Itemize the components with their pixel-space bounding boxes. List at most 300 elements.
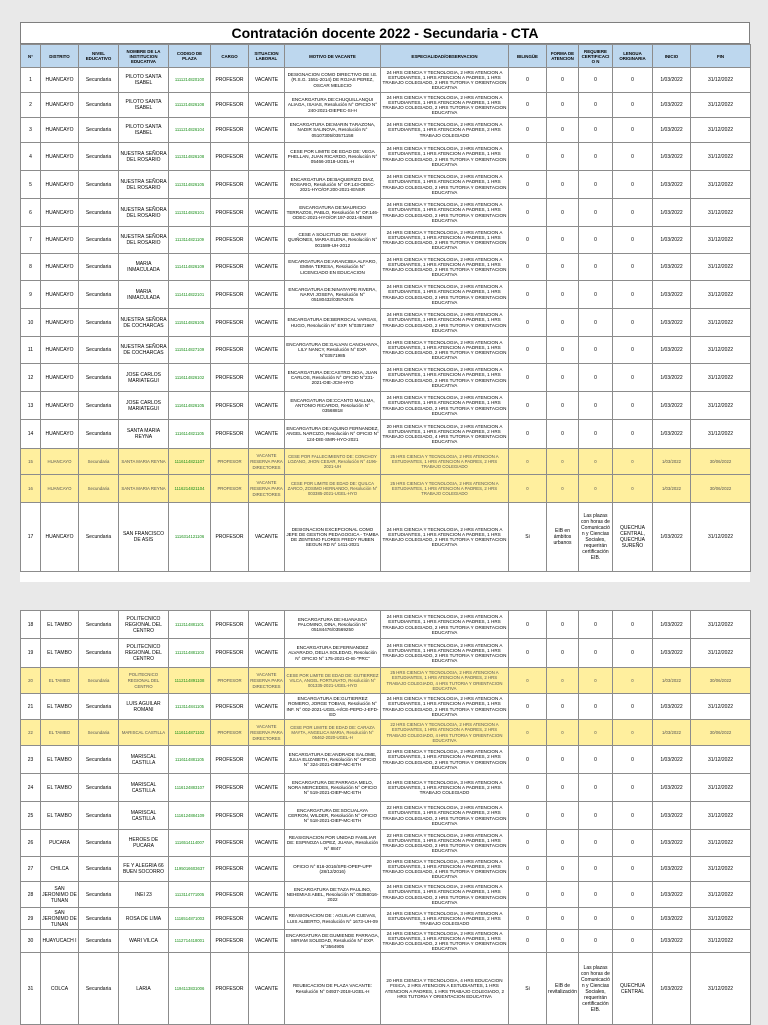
level-cell: Secundaria <box>79 449 119 475</box>
status-cell: VACANTE <box>249 143 285 171</box>
specialty-cell: 24 HRS CIENCIA Y TECNOLOGIA, 2 HRS ATENCION A ESTUDIANTES, 1 HRS ATENCION A PADRES, 1 HRS TRABAJO COLEGIADO, 2 HRS TUTORIA Y ORIENTACION EDUCATIVA <box>381 68 509 93</box>
end-date-cell: 31/12/2022 <box>691 118 751 143</box>
attention-form-cell: 0 <box>547 882 579 908</box>
position-cell: PROFESOR <box>211 953 249 1025</box>
start-date-cell: 1/03/2022 <box>653 953 691 1025</box>
specialty-cell: 24 HRS CIENCIA Y TECNOLOGIA, 2 HRS ATENCION A ESTUDIANTES, 1 HRS ATENCION A PADRES, 1 HRS TRABAJO COLEGIADO, 2 HRS TUTORIA Y ORIENTACION EDUCATIVA <box>381 199 509 227</box>
start-date-cell: 1/03/2022 <box>653 118 691 143</box>
attention-form-cell: 0 <box>547 857 579 882</box>
column-header: N° <box>21 45 41 68</box>
end-date-cell: 31/12/2022 <box>691 171 751 199</box>
status-cell: VACANTE <box>249 774 285 802</box>
end-date-cell: 31/12/2022 <box>691 68 751 93</box>
status-cell: VACANTE <box>249 930 285 953</box>
level-cell: Secundaria <box>79 857 119 882</box>
district-cell: HUANCAYO <box>41 254 79 281</box>
row-number-cell: 16 <box>21 475 41 503</box>
column-header: NIVEL EDUCATIVO <box>79 45 119 68</box>
native-language-cell: 0 <box>613 475 653 503</box>
row-number-cell: 31 <box>21 953 41 1025</box>
institution-cell: JOSE CARLOS MARIATEGUI <box>119 364 169 392</box>
certification-cell: 0 <box>579 143 613 171</box>
level-cell: Secundaria <box>79 639 119 668</box>
vacancy-reason-cell: CESE POR FALLECIMIENTO DE: CONCHOY LOZANO, JHON CESAR, Resolución N° 4196-2021-UH <box>285 449 381 475</box>
vacancy-reason-cell: ENCARGATURA DE:GALVAN CANCHANYA, LILY NANCY, Resolución N° EXP. N°03571985 <box>285 337 381 364</box>
page-title: Contratación docente 2022 - Secundaria - CTA <box>20 22 750 44</box>
column-header: SITUACION LABORAL <box>249 45 285 68</box>
plaza-code-cell: 1112114881101 <box>169 611 211 639</box>
position-cell: PROFESOR <box>211 118 249 143</box>
table-row <box>21 802 751 830</box>
attention-form-cell: 0 <box>547 143 579 171</box>
institution-cell: FE Y ALEGRIA 66 BUEN SOCORRO <box>119 857 169 882</box>
table-row <box>21 503 751 572</box>
plaza-code-cell: 1116124883107 <box>169 774 211 802</box>
certification-cell: 0 <box>579 694 613 720</box>
sheet-page-2 <box>20 610 750 1024</box>
status-cell: VACANTE <box>249 281 285 309</box>
vacancy-reason-cell: ENCARGATURA DE:GUTIERREZ ROMERO, JORGE TOBIAS, Resolución N° INF. N° 002-2021-UGEL-H/CE-PEPD-J-EFD-ED <box>285 694 381 720</box>
end-date-cell: 31/12/2022 <box>691 337 751 364</box>
specialty-cell: 22 HRS CIENCIA Y TECNOLOGIA, 2 HRS ATENCION A ESTUDIANTES, 1 HRS ATENCION A PADRES, 1 HRS TRABAJO COLEGIADO, 2 HRS TUTORIA Y ORIENTACION EDUCATIVA <box>381 830 509 857</box>
start-date-cell: 1/03/2022 <box>653 364 691 392</box>
level-cell: Secundaria <box>79 694 119 720</box>
specialty-cell: 20 HRS CIENCIA Y TECNOLOGIA, 3 HRS ATENCION A ESTUDIANTES, 1 HRS ATENCION A PADRES, 2 HRS TRABAJO COLEGIADO, 4 HRS TUTORIA Y ORIENTACION EDUCATIVA <box>381 857 509 882</box>
vacancy-reason-cell: ENCARGATURA DE:HUANASCA PALOMINO, DINA, Resolución N° 05184476/03569250 <box>285 611 381 639</box>
position-cell: PROFESOR <box>211 254 249 281</box>
vacancy-reason-cell: ENCARGATURA DE:GUMIENDE PARRAGA, MIRIAM SOLEDAD, Resolución N° EXP. N°3564905 <box>285 930 381 953</box>
plaza-code-cell: 1116514114007 <box>169 830 211 857</box>
bilingual-cell: 0 <box>509 611 547 639</box>
bilingual-cell: 0 <box>509 857 547 882</box>
native-language-cell: 0 <box>613 668 653 694</box>
position-cell: PROFESOR <box>211 857 249 882</box>
level-cell: Secundaria <box>79 930 119 953</box>
certification-cell: 0 <box>579 281 613 309</box>
table-row <box>21 611 751 639</box>
start-date-cell: 1/03/2022 <box>653 694 691 720</box>
status-cell: VACANTE <box>249 420 285 449</box>
start-date-cell: 1/03/2022 <box>653 143 691 171</box>
status-cell: VACANTE <box>249 953 285 1025</box>
district-cell: HUAYUCACH I <box>41 930 79 953</box>
position-cell: PROFESOR <box>211 720 249 746</box>
start-date-cell: 1/03/2022 <box>653 227 691 254</box>
start-date-cell: 1/03/2022 <box>653 254 691 281</box>
position-cell: PROFESOR <box>211 639 249 668</box>
vacancy-reason-cell: OFICIO N° 816-2016/SPE-OPEP-UPP (28/12/2016) <box>285 857 381 882</box>
specialty-cell: 24 HRS CIENCIA Y TECNOLOGIA, 2 HRS ATENCION A ESTUDIANTES, 1 HRS ATENCION A PADRES, 1 HRS TRABAJO COLEGIADO, 2 HRS TUTORIA Y ORIENTACION EDUCATIVA <box>381 503 509 572</box>
native-language-cell: 0 <box>613 930 653 953</box>
district-cell: HUANCAYO <box>41 475 79 503</box>
certification-cell: 0 <box>579 93 613 118</box>
bilingual-cell: 0 <box>509 281 547 309</box>
end-date-cell: 31/12/2022 <box>691 93 751 118</box>
status-cell: VACANTE <box>249 254 285 281</box>
start-date-cell: 1/03/2022 <box>653 281 691 309</box>
district-cell: EL TAMBO <box>41 746 79 774</box>
attention-form-cell: 0 <box>547 93 579 118</box>
plaza-code-cell: 1113114826108 <box>169 143 211 171</box>
position-cell: PROFESOR <box>211 199 249 227</box>
row-number-cell: 1 <box>21 68 41 93</box>
table-row <box>21 337 751 364</box>
bilingual-cell: 0 <box>509 475 547 503</box>
vacancy-reason-cell: CESE POR LIMITE DE EDAD DE: QUILCA ZARCO, ZOSIMO HERNANDO, Resolución N° 003385-2021-UGEL-HYO <box>285 475 381 503</box>
status-cell: VACANTE <box>249 639 285 668</box>
position-cell: PROFESOR <box>211 309 249 337</box>
row-number-cell: 20 <box>21 668 41 694</box>
column-header: INICIO <box>653 45 691 68</box>
specialty-cell: 24 HRS CIENCIA Y TECNOLOGIA, 2 HRS ATENCION A ESTUDIANTES, 1 HRS ATENCION A PADRES, 1 HRS TRABAJO COLEGIADO, 2 HRS TUTORIA Y ORIENTACION EDUCATIVA <box>381 694 509 720</box>
level-cell: Secundaria <box>79 93 119 118</box>
attention-form-cell: 0 <box>547 908 579 930</box>
specialty-cell: 24 HRS CIENCIA Y TECNOLOGIA, 2 HRS ATENCION A ESTUDIANTES, 1 HRS ATENCION A PADRES, 1 HRS TRABAJO COLEGIADO, 2 HRS TUTORIA Y ORIENTACION EDUCATIVA <box>381 337 509 364</box>
plaza-code-cell: 1116114826102 <box>169 364 211 392</box>
institution-cell: NUESTRA SEÑORA DEL ROSARIO <box>119 227 169 254</box>
start-date-cell: 1/03/2022 <box>653 68 691 93</box>
specialty-cell: 22 HRS CIENCIA Y TECNOLOGIA, 2 HRS ATENCION A ESTUDIANTES, 1 HRS ATENCION A PADRES, 2 HRS TRABAJO COLEGIADO, 4 HRS TUTORIA Y ORIENTACION EDUCATIVA <box>381 720 509 746</box>
district-cell: HUANCAYO <box>41 68 79 93</box>
bilingual-cell: 0 <box>509 774 547 802</box>
native-language-cell: 0 <box>613 639 653 668</box>
status-cell: VACANTE RESERVA PARA DIRECTORES <box>249 475 285 503</box>
specialty-cell: 24 HRS CIENCIA Y TECNOLOGIA, 2 HRS ATENCION A ESTUDIANTES, 1 HRS ATENCION A PADRES, 1 HRS TRABAJO COLEGIADO, 2 HRS TUTORIA Y ORIENTACION EDUCATIVA <box>381 882 509 908</box>
institution-cell: NUESTRA SEÑORA DEL ROSARIO <box>119 143 169 171</box>
institution-cell: MARISCAL CASTILLA <box>119 720 169 746</box>
start-date-cell: 1/03/2022 <box>653 720 691 746</box>
institution-cell: PILOTO SANTA ISABEL <box>119 68 169 93</box>
level-cell: Secundaria <box>79 953 119 1025</box>
start-date-cell: 1/03/2022 <box>653 449 691 475</box>
plaza-code-cell: 1116124884109 <box>169 802 211 830</box>
district-cell: HUANCAYO <box>41 118 79 143</box>
attention-form-cell: 0 <box>547 611 579 639</box>
native-language-cell: 0 <box>613 746 653 774</box>
table-row <box>21 309 751 337</box>
end-date-cell: 31/12/2022 <box>691 611 751 639</box>
position-cell: PROFESOR <box>211 449 249 475</box>
status-cell: VACANTE <box>249 118 285 143</box>
plaza-code-cell: 1116114821105 <box>169 420 211 449</box>
native-language-cell: 0 <box>613 830 653 857</box>
certification-cell: 0 <box>579 364 613 392</box>
status-cell: VACANTE <box>249 611 285 639</box>
specialty-cell: 24 HRS CIENCIA Y TECNOLOGIA, 2 HRS ATENCION A ESTUDIANTES, 1 HRS ATENCION A PADRES, 1 HRS TRABAJO COLEGIADO, 2 HRS TUTORIA Y ORIENTACION EDUCATIVA <box>381 254 509 281</box>
start-date-cell: 1/03/2022 <box>653 774 691 802</box>
plaza-code-cell: 1116114821107 <box>169 449 211 475</box>
row-number-cell: 12 <box>21 364 41 392</box>
certification-cell: 0 <box>579 774 613 802</box>
vacancy-reason-cell: ENCARGATURA DE:ANDRADE SALOME, JULIA ELIZABETH, Resolución N° OFICIO N° 324-2021-DIEP-MC-ETH <box>285 746 381 774</box>
plaza-code-cell: 1116114826105 <box>169 392 211 420</box>
attention-form-cell: 0 <box>547 68 579 93</box>
specialty-cell: 24 HRS CIENCIA Y TECNOLOGIA, 2 HRS ATENCION A ESTUDIANTES, 1 HRS ATENCION A PADRES, 1 HRS TRABAJO COLEGIADO, 2 HRS TUTORIA Y ORIENTACION EDUCATIVA <box>381 281 509 309</box>
table-row <box>21 254 751 281</box>
status-cell: VACANTE <box>249 199 285 227</box>
specialty-cell: 25 HRS CIENCIA Y TECNOLOGIA, 2 HRS ATENCION A ESTUDIANTES, 1 HRS ATENCION A PADRES, 2 HRS TRABAJO COLEGIADO, 4 HRS TUTORIA Y ORIENTACION EDUCATIVA <box>381 668 509 694</box>
bilingual-cell: Si <box>509 503 547 572</box>
attention-form-cell: 0 <box>547 199 579 227</box>
institution-cell: LARIA <box>119 953 169 1025</box>
plaza-code-cell: 1195016603637 <box>169 857 211 882</box>
position-cell: PROFESOR <box>211 668 249 694</box>
plaza-code-cell: 1116114881105 <box>169 746 211 774</box>
level-cell: Secundaria <box>79 254 119 281</box>
district-cell: HUANCAYO <box>41 309 79 337</box>
end-date-cell: 30/06/2022 <box>691 720 751 746</box>
native-language-cell: 0 <box>613 337 653 364</box>
native-language-cell: 0 <box>613 802 653 830</box>
row-number-cell: 24 <box>21 774 41 802</box>
attention-form-cell: 0 <box>547 254 579 281</box>
district-cell: HUANCAYO <box>41 227 79 254</box>
status-cell: VACANTE RESERVA PARA DIRECTORES <box>249 668 285 694</box>
bilingual-cell: 0 <box>509 694 547 720</box>
specialty-cell: 24 HRS CIENCIA Y TECNOLOGIA, 2 HRS ATENCION A ESTUDIANTES, 1 HRS ATENCION A PADRES, 1 HRS TRABAJO COLEGIADO, 2 HRS TUTORIA Y ORIENTACION EDUCATIVA <box>381 93 509 118</box>
certification-cell: 0 <box>579 171 613 199</box>
plaza-code-cell: 1116114871102 <box>169 720 211 746</box>
end-date-cell: 31/12/2022 <box>691 639 751 668</box>
native-language-cell: 0 <box>613 882 653 908</box>
bilingual-cell: 0 <box>509 143 547 171</box>
institution-cell: PILOTO SANTA ISABEL <box>119 118 169 143</box>
table-row <box>21 930 751 953</box>
end-date-cell: 31/12/2022 <box>691 930 751 953</box>
level-cell: Secundaria <box>79 882 119 908</box>
row-number-cell: 27 <box>21 857 41 882</box>
attention-form-cell: 0 <box>547 392 579 420</box>
bilingual-cell: 0 <box>509 171 547 199</box>
end-date-cell: 31/12/2022 <box>691 227 751 254</box>
plaza-code-cell: 1115114827109 <box>169 337 211 364</box>
level-cell: Secundaria <box>79 143 119 171</box>
position-cell: PROFESOR <box>211 171 249 199</box>
table-row <box>21 857 751 882</box>
institution-cell: NUESTRA SEÑORA DE COCHARCAS <box>119 309 169 337</box>
position-cell: PROFESOR <box>211 746 249 774</box>
native-language-cell: 0 <box>613 857 653 882</box>
vacancy-reason-cell: ENCARGATURA DE:FERNANDEZ ALVARADO, DELIA SOLEDAD, Resolución N° OFICIO N° 175-2021-D-IE-"PRC" <box>285 639 381 668</box>
end-date-cell: 30/06/2022 <box>691 668 751 694</box>
column-header: CODIGO DE PLAZA <box>169 45 211 68</box>
specialty-cell: 24 HRS CIENCIA Y TECNOLOGIA, 2 HRS ATENCION A ESTUDIANTES, 1 HRS ATENCION A PADRES, 1 HRS TRABAJO COLEGIADO, 2 HRS TUTORIA Y ORIENTACION EDUCATIVA <box>381 639 509 668</box>
status-cell: VACANTE <box>249 364 285 392</box>
position-cell: PROFESOR <box>211 908 249 930</box>
start-date-cell: 1/03/2022 <box>653 908 691 930</box>
level-cell: Secundaria <box>79 720 119 746</box>
specialty-cell: 24 HRS CIENCIA Y TECNOLOGIA, 2 HRS ATENCION A ESTUDIANTES, 1 HRS ATENCION A PADRES, 1 HRS TRABAJO COLEGIADO, 2 HRS TUTORIA Y ORIENTACION EDUCATIVA <box>381 309 509 337</box>
column-header: CARGO <box>211 45 249 68</box>
bilingual-cell: 0 <box>509 908 547 930</box>
vacancy-reason-cell: ENCARGATURA DE:MARIN TARAZONA, NADIR SALINOVA, Resolución N° 05107305/03571158 <box>285 118 381 143</box>
bilingual-cell: 0 <box>509 118 547 143</box>
level-cell: Secundaria <box>79 364 119 392</box>
certification-cell: 0 <box>579 639 613 668</box>
status-cell: VACANTE <box>249 503 285 572</box>
status-cell: VACANTE <box>249 68 285 93</box>
end-date-cell: 31/12/2022 <box>691 882 751 908</box>
end-date-cell: 31/12/2022 <box>691 392 751 420</box>
certification-cell: 0 <box>579 68 613 93</box>
vacancy-reason-cell: CESE A SOLICITUD DE: GARAY QUIÑONES, MARIA ELENA, Resolución N° 001589-UH-2012 <box>285 227 381 254</box>
plaza-code-cell: 1113114841105 <box>169 694 211 720</box>
vacancy-reason-cell: DESIGNACION EXCEPCIONAL COMO JEFE DE GESTION PEDAGOGICA - TAMBA DE ZENTENO FLORES FREDY RUBEN SEGUN RD N° 1411-2021 <box>285 503 381 572</box>
table-row <box>21 830 751 857</box>
start-date-cell: 1/03/2022 <box>653 830 691 857</box>
level-cell: Secundaria <box>79 420 119 449</box>
table-row <box>21 143 751 171</box>
start-date-cell: 1/03/2022 <box>653 882 691 908</box>
attention-form-cell: 0 <box>547 930 579 953</box>
specialty-cell: 20 HRS CIENCIA Y TECNOLOGIA, 4 HRS EDUCACION FISICA, 2 HRS ATENCION A ESTUDIANTES, 1 HRS ATENCION A PADRES, 1 HRS TRABAJO COLEGIADO, 2 HRS TUTORIA Y ORIENTACION EDUCATIVA <box>381 953 509 1025</box>
institution-cell: POLITECNICO REGIONAL DEL CENTRO <box>119 611 169 639</box>
vacancy-reason-cell: ENCARGATURA DE:PARRAGA MELO, NORA MERCEDES, Resolución N° OFICIO N° 519-2021-DIEP-MC-ETH <box>285 774 381 802</box>
end-date-cell: 31/12/2022 <box>691 420 751 449</box>
bilingual-cell: 0 <box>509 802 547 830</box>
plaza-code-cell: 1111214826108 <box>169 93 211 118</box>
certification-cell: 0 <box>579 802 613 830</box>
attention-form-cell: 0 <box>547 668 579 694</box>
position-cell: PROFESOR <box>211 227 249 254</box>
institution-cell: JOSE CARLOS MARIATEGUI <box>119 392 169 420</box>
end-date-cell: 31/12/2022 <box>691 830 751 857</box>
certification-cell: 0 <box>579 857 613 882</box>
certification-cell: 0 <box>579 309 613 337</box>
table-row <box>21 68 751 93</box>
row-number-cell: 21 <box>21 694 41 720</box>
native-language-cell: 0 <box>613 908 653 930</box>
specialty-cell: 20 HRS CIENCIA Y TECNOLOGIA, 2 HRS ATENCION A ESTUDIANTES, 1 HRS ATENCION A PADRES, 2 HRS TRABAJO COLEGIADO, 4 HRS TUTORIA Y ORIENTACION EDUCATIVA <box>381 420 509 449</box>
certification-cell: 0 <box>579 199 613 227</box>
level-cell: Secundaria <box>79 309 119 337</box>
certification-cell: 0 <box>579 227 613 254</box>
end-date-cell: 31/12/2022 <box>691 746 751 774</box>
native-language-cell: 0 <box>613 364 653 392</box>
institution-cell: SANTA MARIA REYNA <box>119 449 169 475</box>
district-cell: HUANCAYO <box>41 199 79 227</box>
vacancy-reason-cell: ENCARGATURA DE:SOCUALAYA CERRON, WILDER, Resolución N° OFICIO N° 518-2021-DIEP-MC-ETH <box>285 802 381 830</box>
row-number-cell: 15 <box>21 449 41 475</box>
start-date-cell: 1/03/2022 <box>653 93 691 118</box>
vacancy-table-2 <box>20 610 751 1025</box>
attention-form-cell: 0 <box>547 746 579 774</box>
column-header: BILINGÜE <box>509 45 547 68</box>
bilingual-cell: 0 <box>509 668 547 694</box>
table-row <box>21 668 751 694</box>
level-cell: Secundaria <box>79 830 119 857</box>
status-cell: VACANTE <box>249 694 285 720</box>
row-number-cell: 29 <box>21 908 41 930</box>
position-cell: PROFESOR <box>211 420 249 449</box>
plaza-code-cell: 1114114826109 <box>169 254 211 281</box>
native-language-cell: 0 <box>613 93 653 118</box>
end-date-cell: 31/12/2022 <box>691 503 751 572</box>
column-header: REQUIERE CERTIFICACIO N <box>579 45 613 68</box>
row-number-cell: 22 <box>21 720 41 746</box>
native-language-cell: 0 <box>613 227 653 254</box>
row-number-cell: 14 <box>21 420 41 449</box>
attention-form-cell: 0 <box>547 720 579 746</box>
level-cell: Secundaria <box>79 774 119 802</box>
table-row <box>21 475 751 503</box>
district-cell: HUANCAYO <box>41 93 79 118</box>
certification-cell: 0 <box>579 475 613 503</box>
native-language-cell: 0 <box>613 611 653 639</box>
attention-form-cell: 0 <box>547 309 579 337</box>
attention-form-cell: 0 <box>547 694 579 720</box>
column-header: NOMBRE DE LA INSTITUCION EDUCATIVA <box>119 45 169 68</box>
start-date-cell: 1/03/2022 <box>653 857 691 882</box>
position-cell: PROFESOR <box>211 611 249 639</box>
row-number-cell: 4 <box>21 143 41 171</box>
end-date-cell: 31/12/2022 <box>691 309 751 337</box>
institution-cell: NUESTRA SEÑORA DEL ROSARIO <box>119 171 169 199</box>
attention-form-cell: 0 <box>547 227 579 254</box>
end-date-cell: 31/12/2022 <box>691 199 751 227</box>
end-date-cell: 31/12/2022 <box>691 254 751 281</box>
table-row <box>21 227 751 254</box>
district-cell: PUCARA <box>41 830 79 857</box>
row-number-cell: 17 <box>21 503 41 572</box>
bilingual-cell: 0 <box>509 449 547 475</box>
start-date-cell: 1/03/2022 <box>653 171 691 199</box>
institution-cell: SANTA MARIA REYNA <box>119 420 169 449</box>
certification-cell: 0 <box>579 449 613 475</box>
bilingual-cell: 0 <box>509 254 547 281</box>
district-cell: COLCA <box>41 953 79 1025</box>
position-cell: PROFESOR <box>211 93 249 118</box>
status-cell: VACANTE <box>249 93 285 118</box>
status-cell: VACANTE <box>249 309 285 337</box>
plaza-code-cell: 1115114826105 <box>169 309 211 337</box>
plaza-code-cell: 1111214820100 <box>169 68 211 93</box>
position-cell: PROFESOR <box>211 143 249 171</box>
plaza-code-cell: 1112714418001 <box>169 930 211 953</box>
level-cell: Secundaria <box>79 802 119 830</box>
table-row <box>21 639 751 668</box>
table-header <box>21 45 751 68</box>
level-cell: Secundaria <box>79 475 119 503</box>
table-row <box>21 199 751 227</box>
institution-cell: ROSA DE LIMA <box>119 908 169 930</box>
level-cell: Secundaria <box>79 337 119 364</box>
vacancy-reason-cell: ENCARGATURA DE:MAURICIO TERRAZOS, PABLO, Resolución N° OF.146-ODEC-2021-HYO/OF.197-2021-IENSR <box>285 199 381 227</box>
native-language-cell: 0 <box>613 254 653 281</box>
attention-form-cell: 0 <box>547 364 579 392</box>
start-date-cell: 1/03/2022 <box>653 930 691 953</box>
end-date-cell: 31/12/2022 <box>691 281 751 309</box>
native-language-cell: 0 <box>613 420 653 449</box>
attention-form-cell: 0 <box>547 118 579 143</box>
vacancy-reason-cell: ENCARGATURA DE:CASTRO INGA, JUAN CARLOS, Resolución N° OFICIO N°231-2021-DIE-JCM-HYO <box>285 364 381 392</box>
start-date-cell: 1/03/2022 <box>653 746 691 774</box>
attention-form-cell: 0 <box>547 171 579 199</box>
certification-cell: 0 <box>579 254 613 281</box>
institution-cell: HEROES DE PUCARA <box>119 830 169 857</box>
table-row <box>21 93 751 118</box>
attention-form-cell: 0 <box>547 281 579 309</box>
district-cell: EL TAMBO <box>41 694 79 720</box>
vacancy-reason-cell: CESE POR LIMITE DE EDAD DE: VEGA PHELLAN, JUAN RICARDO, Resolución N° 05466-2018-UGEL-H <box>285 143 381 171</box>
certification-cell: 0 <box>579 611 613 639</box>
certification-cell: 0 <box>579 746 613 774</box>
native-language-cell: 0 <box>613 694 653 720</box>
bilingual-cell: Si <box>509 953 547 1025</box>
native-language-cell: 0 <box>613 392 653 420</box>
bilingual-cell: 0 <box>509 392 547 420</box>
attention-form-cell: EIB en ámbitos urbanos <box>547 503 579 572</box>
